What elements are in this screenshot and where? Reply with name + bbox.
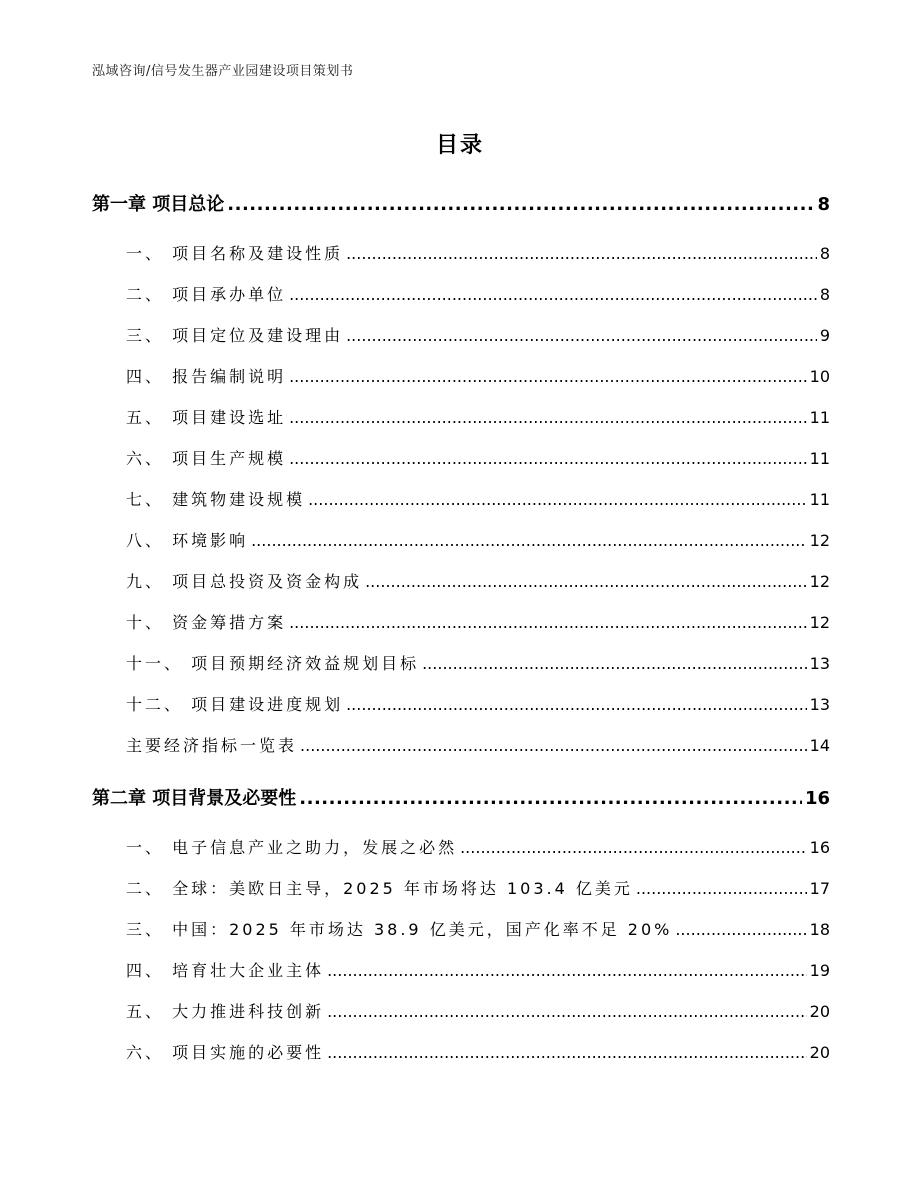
toc-entry[interactable] — [92, 241, 830, 264]
toc-entry-label: 九、 项目总投资及资金构成 — [126, 572, 363, 591]
toc-page-number: 11 — [809, 449, 830, 468]
toc-entry-label: 四、 报告编制说明 — [126, 367, 287, 386]
toc-leader-dots — [346, 244, 817, 263]
toc-leader-dots — [289, 285, 817, 304]
toc-leader-dots — [460, 838, 807, 857]
toc-entry[interactable] — [92, 1040, 830, 1063]
toc-entry-label: 主要经济指标一览表 — [126, 736, 298, 755]
toc-leader-dots — [289, 367, 807, 386]
toc-leader-dots — [675, 920, 806, 939]
toc-page-number: 8 — [817, 194, 830, 215]
toc-leader-dots — [636, 879, 807, 898]
toc-leader-dots — [346, 326, 817, 345]
toc-entry[interactable] — [92, 835, 830, 858]
toc-entry[interactable] — [92, 999, 830, 1022]
toc-entry[interactable] — [92, 405, 830, 428]
toc-page-number: 17 — [809, 879, 830, 898]
toc-entry-label: 二、 项目承办单位 — [126, 285, 287, 304]
toc-entry-label: 八、 环境影响 — [126, 531, 249, 550]
toc-page-number: 16 — [809, 838, 830, 857]
toc-leader-dots — [422, 654, 807, 673]
toc-leader-dots — [327, 1043, 807, 1062]
toc-chapter-2[interactable] — [92, 784, 830, 810]
toc-leader-dots — [299, 788, 802, 809]
toc-entry-label: 第二章 项目背景及必要性 — [92, 788, 297, 809]
toc-entry-label: 六、 项目实施的必要性 — [126, 1043, 325, 1062]
toc-entry[interactable] — [92, 282, 830, 305]
toc-entry[interactable] — [92, 733, 830, 756]
toc-leader-dots — [308, 490, 807, 509]
toc-entry-label: 三、 中国：2025 年市场达 38.9 亿美元，国产化率不足 20% — [126, 920, 673, 939]
toc-entry[interactable] — [92, 528, 830, 551]
toc-leader-dots — [289, 449, 807, 468]
toc-leader-dots — [289, 408, 807, 427]
page-header: 泓域咨询/信号发生器产业园建设项目策划书 — [92, 64, 354, 79]
toc-entry[interactable] — [92, 692, 830, 715]
toc-leader-dots — [300, 736, 807, 755]
toc-entry-label: 五、 项目建设选址 — [126, 408, 287, 427]
toc-page-number: 8 — [819, 244, 830, 263]
toc-page-number: 18 — [809, 920, 830, 939]
toc-leader-dots — [327, 1002, 807, 1021]
toc-entry[interactable] — [92, 569, 830, 592]
toc-entry-label: 第一章 项目总论 — [92, 194, 225, 215]
toc-entry[interactable] — [92, 651, 830, 674]
toc-entry-label: 四、 培育壮大企业主体 — [126, 961, 325, 980]
toc-entry[interactable] — [92, 364, 830, 387]
toc-page-number: 9 — [819, 326, 830, 345]
toc-entry-label: 十、 资金筹措方案 — [126, 613, 287, 632]
toc-entry-label: 七、 建筑物建设规模 — [126, 490, 306, 509]
toc-entry[interactable] — [92, 610, 830, 633]
toc-page-number: 12 — [809, 572, 830, 591]
toc-title: 目录 — [435, 133, 484, 158]
toc-entry-label: 十一、 项目预期经济效益规划目标 — [126, 654, 420, 673]
toc-leader-dots — [346, 695, 807, 714]
toc-page-number: 13 — [809, 654, 830, 673]
toc-page-number: 12 — [809, 613, 830, 632]
toc-entry[interactable] — [92, 446, 830, 469]
toc-entry[interactable] — [92, 917, 830, 940]
toc-leader-dots — [365, 572, 807, 591]
toc-entry[interactable] — [92, 487, 830, 510]
toc-entry-label: 五、 大力推进科技创新 — [126, 1002, 325, 1021]
toc-entry-label: 六、 项目生产规模 — [126, 449, 287, 468]
toc-page-number: 13 — [809, 695, 830, 714]
toc-page-number: 12 — [809, 531, 830, 550]
toc-page-number: 16 — [804, 788, 830, 809]
toc-page-number: 14 — [809, 736, 830, 755]
toc-entry-label: 一、 电子信息产业之助力，发展之必然 — [126, 838, 458, 857]
toc-page-number: 20 — [809, 1043, 830, 1062]
toc-page-number: 11 — [809, 490, 830, 509]
toc-entry-label: 一、 项目名称及建设性质 — [126, 244, 344, 263]
toc-entry-label: 二、 全球：美欧日主导，2025 年市场将达 103.4 亿美元 — [126, 879, 633, 898]
toc-leader-dots — [289, 613, 807, 632]
toc-entry[interactable] — [92, 876, 830, 899]
toc-page-number: 11 — [809, 408, 830, 427]
toc-entry[interactable] — [92, 323, 830, 346]
toc-page-number: 10 — [809, 367, 830, 386]
toc-page-number: 8 — [819, 285, 830, 304]
toc-leader-dots — [227, 194, 814, 215]
toc-entry-label: 三、 项目定位及建设理由 — [126, 326, 344, 345]
toc-leader-dots — [327, 961, 807, 980]
toc-page-number: 19 — [809, 961, 830, 980]
toc-entry[interactable] — [92, 958, 830, 981]
toc-page-number: 20 — [809, 1002, 830, 1021]
toc-leader-dots — [251, 531, 807, 550]
toc-entry-label: 十二、 项目建设进度规划 — [126, 695, 344, 714]
toc-chapter-1[interactable] — [92, 190, 830, 216]
